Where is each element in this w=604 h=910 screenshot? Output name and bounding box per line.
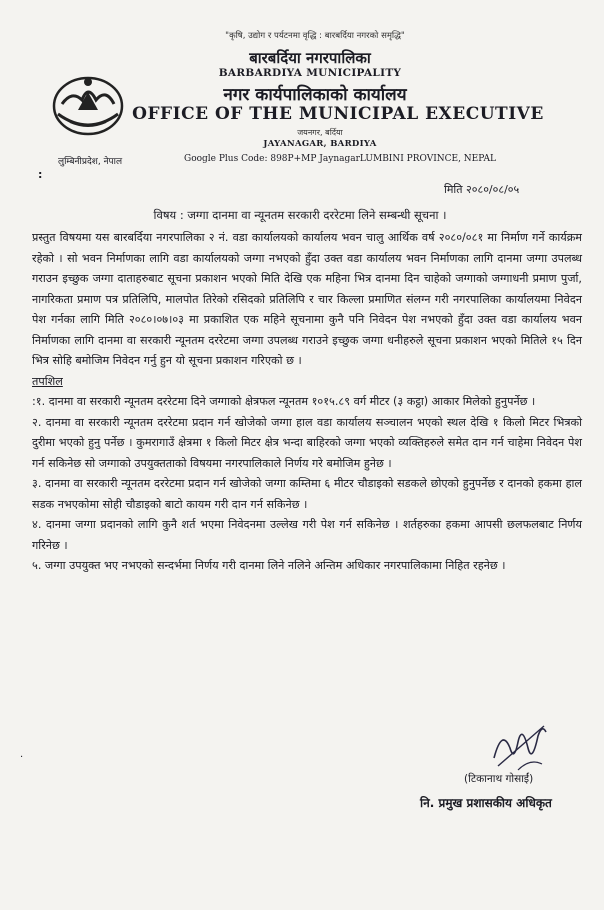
margin-mark: :	[38, 168, 43, 181]
signer-name: (टिकानाथ गोसाईं)	[464, 773, 534, 785]
notice-body	[32, 228, 582, 577]
location-nepali: जयनगर, बर्दिया	[297, 128, 343, 137]
municipal-emblem-icon	[48, 70, 128, 140]
province-nepali: लुम्बिनीप्रदेश, नेपाल	[58, 157, 123, 167]
handwritten-signature-icon	[488, 718, 552, 776]
location-english: JAYANAGAR, BARDIYA	[263, 139, 377, 149]
notice-subject: विषय : जग्गा दानमा वा न्यूनतम सरकारी दररेटमा लिने सम्बन्धी सूचना ।	[153, 208, 447, 222]
margin-dot: ·	[20, 752, 24, 763]
plus-code: Google Plus Code: 898P+MP JaynagarLUMBINI PROVINCE, NEPAL	[184, 154, 496, 164]
municipality-name-nepali: बारबर्दिया नगरपालिका	[249, 49, 371, 67]
motto: "कृषि, उद्योग र पर्यटनमा वृद्धि : बारबर्दिया नगरको समृद्धि"	[225, 31, 405, 41]
office-name-nepali: नगर कार्यपालिकाको कार्यालय	[223, 85, 407, 105]
office-name-english: OFFICE OF THE MUNICIPAL EXECUTIVE	[132, 104, 544, 124]
municipality-name-english: BARBARDIYA MUNICIPALITY	[218, 67, 402, 79]
detail-item-1: :१. दानमा वा सरकारी न्यूनतम दररेटमा दिने जग्गाको क्षेत्रफल न्यूनतम १०१५.८९ वर्ग मीटर (३ कट्ठा) आकार मिलेको हुनुपर्नेछ ।	[32, 395, 536, 408]
intro-paragraph: प्रस्तुत विषयमा यस बारबर्दिया नगरपालिका २ नं. वडा कार्यालयको कार्यालय भवन चालु आर्थिक वर्ष २०८०/०८१ मा निर्माण गर्ने कार्यक्रम रहेको । सो भवन निर्माणका लागि वडा कार्यालयको जग्गा नभएको हुँदा उक्त वडा कार्यालय भवन निर्माणका लागि दानमा जग्गा उपलब्ध गराउन इच्छुक जग्गा दाताहरुबाट सूचना प्रकाशन भएको मिति देखि एक महिना भित्र दानमा दिन चाहेको जग्गाको जग्गाधनी प्रमाण पुर्जा, नागरिकता प्रमाण पत्र प्रतिलिपि, मालपोत तिरेको रसिदको प्रतिलिपि र चार किल्ला प्रमाणित संलग्न गरी नगरपालिका कार्यालयमा निवेदन पेश गर्नका लागि मिति २०८०।०७।०३ मा प्रकाशित एक महिने सूचनामा कुनै पनि निवेदन पेश नभएको हुँदा उक्त वडा कार्यालय भवन निर्माणका लागि दानमा वा सरकारी न्यूनतम दररेटमा जग्गा उपलब्ध गराउने इच्छुक जग्गा धनीहरुले सूचना प्रकाशन भएको मितिले १५ दिन भित्र सोहि बमोजिम निवेदन गर्नु हुन यो सूचना प्रकाशन गरिएको छ ।	[32, 231, 582, 367]
signer-title: नि. प्रमुख प्रशासकीय अधिकृत	[420, 796, 552, 810]
details-heading: तपशिल	[32, 374, 63, 388]
detail-item-4: ४. दानमा जग्गा प्रदानको लागि कुनै शर्त भएमा निवेदनमा उल्लेख गरी पेश गर्न सकिनेछ । शर्तहरुका हकमा आपसी छलफलबाट निर्णय गरिनेछ ।	[32, 518, 582, 552]
detail-item-2: २. दानमा वा सरकारी न्यूनतम दररेटमा प्रदान गर्न खोजेको जग्गा हाल वडा कार्यालय सञ्चालन भएको स्थल देखि १ किलो मिटर भित्रको दुरीमा भएको हुनु पर्नेछ । कुमरागाउँ क्षेत्रमा १ किलो मिटर क्षेत्र भन्दा बाहिरको जग्गा भएको व्यक्तिहरुले समेत दान गर्न चाहेमा निवेदन पेश गर्न सकिनेछ सो जग्गाको उपयुक्तताको विषयमा नगरपालिकाले निर्णय गरे बमोजिम हुनेछ ।	[32, 415, 582, 470]
detail-item-5: ५. जग्गा उपयुक्त भए नभएको सन्दर्भमा निर्णय गरी दानमा लिने नलिने अन्तिम अधिकार नगरपालिकामा निहित रहनेछ ।	[32, 559, 506, 572]
detail-item-3: ३. दानमा वा सरकारी न्यूनतम दररेटमा प्रदान गर्न खोजेको जग्गा कम्तिमा ६ मीटर चौडाइको सडकले छोएको हुनुपर्नेछ र दानको हकमा हाल सडक नभएकोमा सोही चौडाइको बाटो कायम गरी दान गर्न सकिनेछ ।	[32, 477, 582, 511]
notice-date: मिति २०८०/०८/०५	[444, 183, 520, 196]
